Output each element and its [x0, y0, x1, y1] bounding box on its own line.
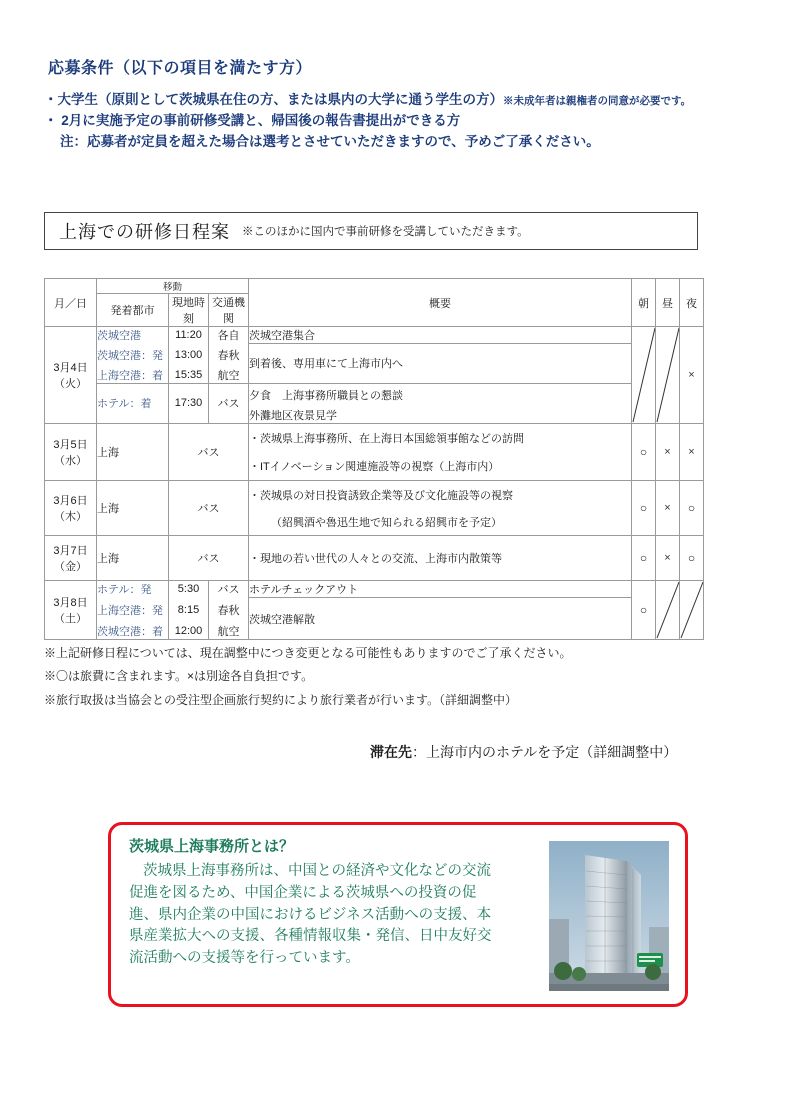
day4-date [45, 536, 97, 581]
day5-r3-time: 12:00 [169, 623, 209, 640]
day2-desc-1: ・茨城県上海事務所、在上海日本国総領事館などの訪問 [249, 424, 632, 453]
stay-label: 滞在先 [370, 744, 412, 760]
day4-weekday-text: （金） [54, 561, 87, 573]
day3-weekday-text: （木） [54, 511, 87, 523]
day2-date [45, 424, 97, 481]
header-time: 現地時刻 [169, 294, 209, 327]
day5-r2-desc: 茨城空港解散 [249, 598, 632, 640]
day1-weekday-text: （火） [54, 378, 87, 390]
day1-r3-city: 上海空港：着 [97, 367, 169, 384]
day3-desc-1: ・茨城県の対日投資誘致企業等及び文化施設等の視察 [249, 481, 632, 510]
requirement-item-1-note: ※未成年者は親権者の同意が必要です。 [503, 95, 692, 107]
requirements-list [44, 90, 754, 153]
day5-date [45, 581, 97, 640]
info-box-body [129, 861, 499, 970]
requirements-title: 応募条件（以下の項目を満たす方） [48, 60, 313, 77]
day4-desc-1: ・現地の若い世代の人々との交流、上海市内散策等 [249, 536, 632, 581]
day1-night: × [680, 327, 704, 424]
table-row [45, 424, 704, 453]
header-morning: 朝 [632, 279, 656, 327]
header-transport: 交通機関 [209, 294, 249, 327]
day1-r1-time: 11:20 [169, 327, 209, 344]
requirement-item-2: ・ 2月に実施予定の事前研修受講と、帰国後の報告書提出ができる方 [44, 112, 461, 128]
day1-r2-time: 13:00 [169, 344, 209, 367]
day5-morning: ○ [632, 581, 656, 640]
day5-r2-transport: 春秋 [209, 598, 249, 624]
day3-night: ○ [680, 481, 704, 536]
day1-r2-transport: 春秋 [209, 344, 249, 367]
header-city: 発着都市 [97, 294, 169, 327]
table-row [45, 327, 704, 344]
day2-date-text: 3月5日 [53, 439, 88, 451]
header-summary: 概要 [249, 279, 632, 327]
stay-line [370, 742, 677, 762]
note-1: ※上記研修日程については、現在調整中につき変更となる可能性もありますのでご了承ください。 [44, 646, 572, 660]
day1-r3-transport: 航空 [209, 367, 249, 384]
header-move: 移動 [97, 279, 249, 294]
day1-r1-desc: 茨城空港集合 [249, 327, 632, 344]
schedule-notes [44, 642, 572, 712]
day3-morning: ○ [632, 481, 656, 536]
schedule-heading-title: 上海での研修日程案 [59, 222, 230, 242]
day3-noon: × [656, 481, 680, 536]
day5-r2-time: 8:15 [169, 598, 209, 624]
table-row [45, 383, 704, 407]
day2-transport: バス [169, 424, 249, 481]
header-noon: 昼 [656, 279, 680, 327]
day5-r3-transport: 航空 [209, 623, 249, 640]
day4-transport: バス [169, 536, 249, 581]
day5-weekday-text: （土） [54, 613, 87, 625]
day4-morning: ○ [632, 536, 656, 581]
day1-r2-desc: 到着後、専用車にて上海市内へ [249, 344, 632, 384]
day2-night: × [680, 424, 704, 481]
day4-date-text: 3月7日 [53, 545, 88, 557]
header-date: 月／日 [45, 279, 97, 327]
stay-value: ：上海市内のホテルを予定（詳細調整中） [412, 744, 678, 760]
day1-r3-time: 15:35 [169, 367, 209, 384]
day1-r2-city: 茨城空港：発 [97, 344, 169, 367]
info-box-title: 茨城県上海事務所とは？ [129, 838, 295, 855]
day1-r1-city: 茨城空港 [97, 327, 169, 344]
day1-r5-desc: 外灘地区夜景見学 [249, 407, 632, 424]
day1-r4-city: ホテル：着 [97, 383, 169, 423]
day5-r1-time: 5:30 [169, 581, 209, 598]
day2-noon: × [656, 424, 680, 481]
day2-desc-2: ・ITイノベーション関連施設等の視察（上海市内） [249, 452, 632, 481]
day5-r1-city: ホテル：発 [97, 581, 169, 598]
table-row [45, 536, 704, 581]
note-2: ※〇は旅費に含まれます。×は別途各自負担です。 [44, 669, 314, 684]
day5-r2-city: 上海空港：発 [97, 598, 169, 624]
table-row [45, 481, 704, 510]
requirement-item-2-sub: 注：応募者が定員を超えた場合は選考とさせていただきますので、予めご了承ください。 [60, 133, 600, 149]
day2-weekday-text: （水） [54, 455, 87, 467]
shanghai-office-building-photo [549, 841, 669, 991]
schedule-heading-box [44, 212, 698, 250]
requirement-item-1 [44, 90, 754, 111]
requirement-item-1-text: ・大学生（原則として茨城県在住の方、または県内の大学に通う学生の方） [44, 92, 503, 107]
day1-noon [656, 327, 680, 424]
table-row [45, 598, 704, 624]
day2-city: 上海 [97, 424, 169, 481]
day1-r4-desc: 夕食 上海事務所職員との懇談 [249, 383, 632, 407]
schedule-heading-note: ※このほかに国内で事前研修を受講していただきます。 [242, 226, 529, 238]
note-3: ※旅行取扱は当協会との受注型企画旅行契約により旅行業者が行います。（詳細調整中） [44, 692, 518, 707]
day1-r4-transport: バス [209, 383, 249, 423]
day4-noon: × [656, 536, 680, 581]
day5-r1-desc: ホテルチェックアウト [249, 581, 632, 598]
day1-morning [632, 327, 656, 424]
day4-city: 上海 [97, 536, 169, 581]
day3-transport: バス [169, 481, 249, 536]
header-night: 夜 [680, 279, 704, 327]
day2-morning: ○ [632, 424, 656, 481]
day1-date [45, 327, 97, 424]
day1-date-text: 3月4日 [53, 362, 88, 374]
day5-night [680, 581, 704, 640]
day5-r1-transport: バス [209, 581, 249, 598]
day3-date-text: 3月6日 [53, 495, 88, 507]
table-row [45, 581, 704, 598]
schedule-table-wrapper [44, 278, 704, 640]
day5-date-text: 3月8日 [53, 597, 88, 609]
day4-night: ○ [680, 536, 704, 581]
info-box [108, 822, 688, 1007]
day1-r4-time: 17:30 [169, 383, 209, 423]
day5-r3-city: 茨城空港：着 [97, 623, 169, 640]
day3-desc-2: （紹興酒や魯迅生地で知られる紹興市を予定） [249, 509, 632, 536]
day5-noon [656, 581, 680, 640]
schedule-table [44, 278, 704, 640]
day3-date [45, 481, 97, 536]
table-header-row [45, 279, 704, 294]
table-row [45, 344, 704, 367]
day3-city: 上海 [97, 481, 169, 536]
day1-r1-transport: 各自 [209, 327, 249, 344]
info-box-body-text: 茨城県上海事務所は、中国との経済や文化などの交流促進を図るため、中国企業による茨城県への投資の促進、県内企業の中国におけるビジネス活動への支援、本県産業拡大への支援、各種情報収集・発信、日中友好交流活動への支援等を行っています。 [129, 863, 492, 966]
